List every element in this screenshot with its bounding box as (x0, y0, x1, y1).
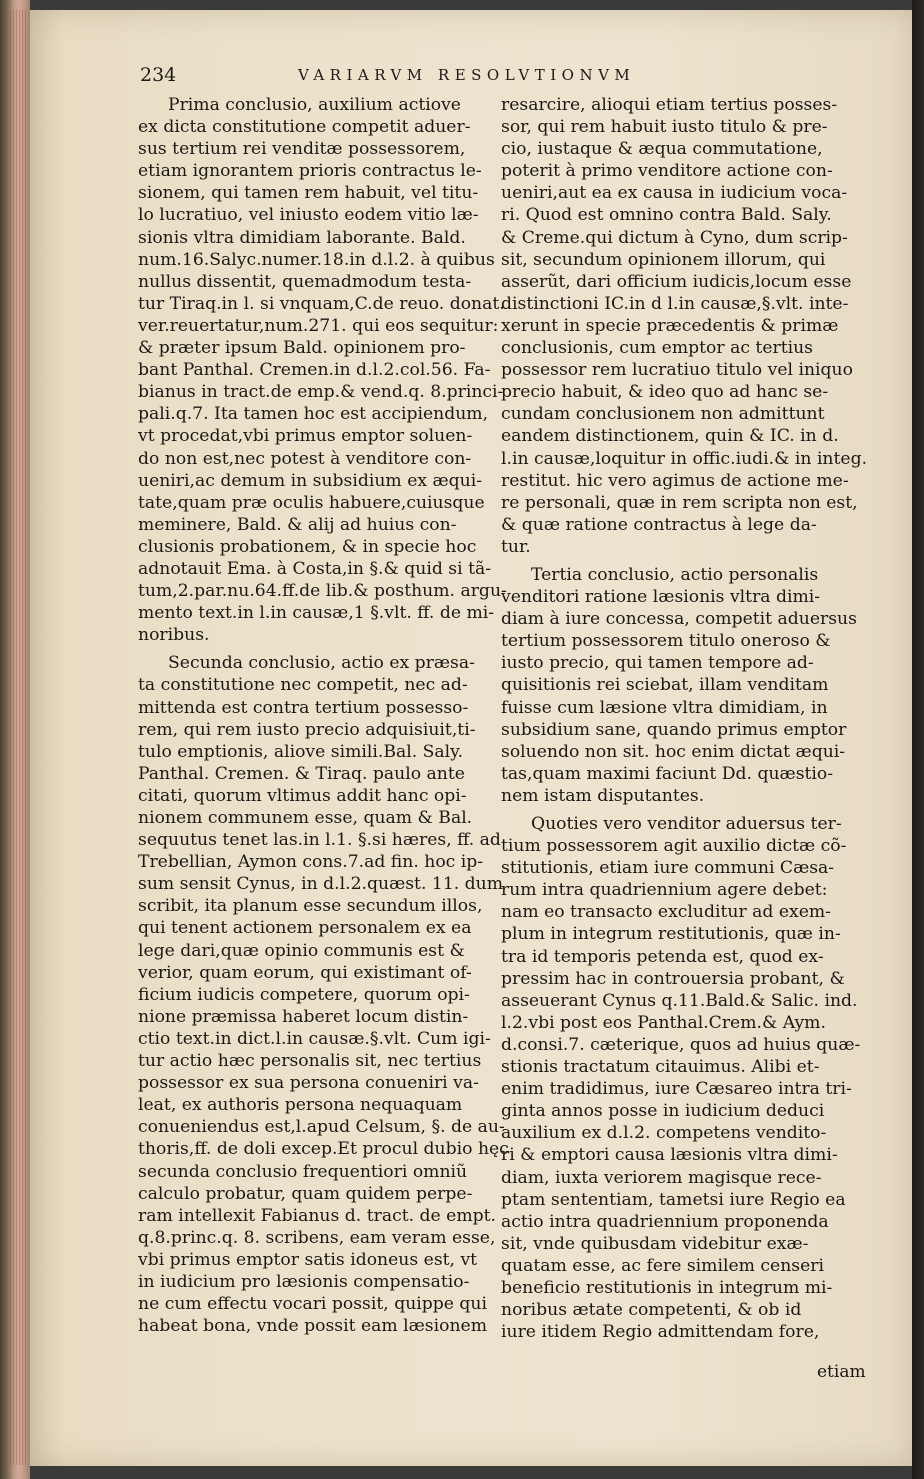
text-line: conueniendus est,l.apud Celsum, §. de au- (138, 1117, 505, 1138)
text-line: do non est,nec potest à venditore con- (138, 448, 472, 469)
text-line: sionem, qui tamen rem habuit, vel titu- (138, 183, 479, 204)
text-line: tum,2.par.nu.64.ff.de lib.& posthum. argu- (138, 581, 507, 602)
text-line: vt procedat,vbi primus emptor soluen- (138, 426, 473, 447)
text-line: tate,quam præ oculis habuere,cuiusque (138, 492, 485, 513)
text-line: scribit, ita planum esse secundum illos, (138, 896, 483, 917)
text-line: nullus dissentit, quemadmodum testa- (138, 271, 472, 292)
text-line: noribus ætate competenti, & ob id (501, 1300, 802, 1321)
text-line: tulo emptionis, aliove simili.Bal. Saly. (138, 741, 464, 762)
text-line: noribus. (138, 625, 210, 646)
text-line: sum sensit Cynus, in d.l.2.quæst. 11. dum (138, 874, 504, 895)
text-line: tur actio hæc personalis sit, nec tertius (138, 1051, 482, 1072)
text-line: bant Panthal. Cremen.in d.l.2.col.56. Fa- (138, 360, 491, 381)
text-line: cundam conclusionem non admittunt (501, 404, 825, 425)
text-line: calculo probatur, quam quidem perpe- (138, 1183, 473, 1204)
text-line: & Creme.qui dictum à Cyno, dum scrip- (501, 227, 848, 248)
text-line: qui tenent actionem personalem ex ea (138, 918, 472, 939)
text-line: Secunda conclusio, actio ex præsa- (168, 653, 475, 674)
text-line: ueniri,ac demum in subsidium ex æqui- (138, 470, 483, 491)
text-line: ri. Quod est omnino contra Bald. Saly. (501, 205, 832, 226)
text-line: tas,quam maximi faciunt Dd. quæstio- (501, 763, 834, 784)
text-line: re personali, quæ in rem scripta non est, (501, 492, 858, 513)
text-line: bianus in tract.de emp.& vend.q. 8.princi- (138, 382, 504, 403)
text-line: nem istam disputantes. (501, 785, 705, 806)
text-line: Prima conclusio, auxilium actiove (168, 95, 461, 115)
text-line: cio, iustaque & æqua commutatione, (501, 139, 823, 160)
text-line: rum intra quadriennium agere debet: (501, 880, 828, 901)
text-line: sus tertium rei venditæ possessorem, (138, 139, 466, 160)
text-line: mittenda est contra tertium possesso- (138, 697, 469, 718)
text-line: l.in causæ,loquitur in offic.iudi.& in integ. (501, 448, 868, 469)
text-line: tium possessorem agit auxilio dictæ cõ- (501, 836, 847, 857)
text-line: resarcire, alioqui etiam tertius posses- (501, 95, 838, 115)
text-line: pali.q.7. Ita tamen hoc est accipiendum, (138, 404, 489, 425)
page-edge-lines (10, 10, 28, 1465)
text-line: d.consi.7. cæterique, quos ad huius quæ- (501, 1034, 861, 1055)
text-line: conclusionis, cum emptor ac tertius (501, 338, 814, 359)
text-line: mento text.in l.in causæ,1 §.vlt. ff. de mi- (138, 603, 495, 624)
text-line: ta constitutione nec competit, nec ad- (138, 675, 468, 696)
text-line: eandem distinctionem, quin & IC. in d. (501, 426, 839, 447)
text-line: stionis tractatum citauimus. Alibi et- (501, 1057, 820, 1078)
text-line: sit, secundum opinionem illorum, qui (501, 249, 826, 270)
text-line: sit, vnde quibusdam videbitur exæ- (501, 1233, 809, 1254)
text-line: possessor ex sua persona conueniri va- (138, 1073, 479, 1094)
text-line: vbi primus emptor satis idoneus est, vt (138, 1249, 478, 1270)
text-line: venditori ratione læsionis vltra dimi- (501, 587, 821, 608)
text-line: asseuerant Cynus q.11.Bald.& Salic. ind. (501, 990, 858, 1011)
text-line: meminere, Bald. & alij ad huius con- (138, 514, 457, 535)
text-line: pressim hac in controuersia probant, & (501, 968, 845, 989)
text-line: iusto precio, qui tamen tempore ad- (501, 653, 814, 674)
text-line: leat, ex authoris persona nequaquam (138, 1095, 463, 1116)
text-line: sequutus tenet las.in l.1. §.si hæres, ff. ad (138, 830, 501, 851)
text-line: enim tradidimus, iure Cæsareo intra tri- (501, 1079, 852, 1100)
text-line: xerunt in specie præcedentis & primæ (501, 315, 839, 336)
book-page-edges (0, 0, 30, 1479)
text-line: poterit à primo venditore actione con- (501, 161, 833, 182)
text-line: q.8.princ.q. 8. scribens, eam veram esse, (138, 1227, 496, 1248)
text-line: ctio text.in dict.l.in causæ.§.vlt. Cum igi- (138, 1028, 491, 1049)
text-line: Quoties vero venditor aduersus ter- (531, 814, 842, 834)
text-line: lo lucratiuo, vel iniusto eodem vitio læ- (138, 205, 479, 226)
text-line: ram intellexit Fabianus d. tract. de empt. (138, 1205, 497, 1226)
text-line: in iudicium pro læsionis compensatio- (138, 1271, 470, 1292)
text-line: diam à iure concessa, competit aduersus (501, 609, 857, 630)
right-text-column (501, 94, 868, 1343)
page-header (140, 64, 700, 94)
text-line: quisitionis rei sciebat, illam venditam (501, 675, 829, 696)
text-line: verior, quam eorum, qui existimant of- (138, 962, 472, 983)
text-line: plum in integrum restitutionis, quæ in- (501, 924, 841, 945)
text-line: ne cum effectu vocari possit, quippe qui (138, 1294, 487, 1315)
text-line: adnotauit Ema. à Costa,in §.& quid si tã- (138, 558, 492, 579)
text-line: soluendo non sit. hoc enim dictat æqui- (501, 741, 846, 762)
text-line: lege dari,quæ opinio communis est & (138, 940, 465, 961)
text-line: & quæ ratione contractus à lege da- (501, 514, 817, 535)
text-line: tur Tiraq.in l. si vnquam,C.de reuo. donat. (138, 293, 505, 314)
text-line: sionis vltra dimidiam laborante. Bald. (138, 227, 466, 248)
text-line: rem, qui rem iusto precio adquisiuit,ti- (138, 719, 476, 740)
text-line: iure itidem Regio admittendam fore, (501, 1322, 820, 1343)
text-line: citati, quorum vltimus addit hanc opi- (138, 785, 467, 806)
text-line: stitutionis, etiam iure communi Cæsa- (501, 858, 835, 879)
text-line: fuisse cum læsione vltra dimidiam, in (501, 697, 828, 718)
text-line: restitut. hic vero agimus de actione me- (501, 470, 849, 491)
text-line: clusionis probationem, & in specie hoc (138, 536, 477, 557)
text-line: precio habuit, & ideo quo ad hanc se- (501, 382, 829, 403)
text-line: ri & emptori causa læsionis vltra dimi- (501, 1145, 838, 1166)
text-line: beneficio restitutionis in integrum mi- (501, 1277, 833, 1298)
text-line: possessor rem lucratiuo titulo vel iniquo (501, 360, 853, 381)
text-line: Tertia conclusio, actio personalis (531, 564, 819, 585)
text-line: tertium possessorem titulo oneroso & (501, 631, 831, 652)
text-line: thoris,ff. de doli excep.Et procul dubio hęc (138, 1139, 509, 1160)
text-line: sor, qui rem habuit iusto titulo & pre- (501, 117, 828, 138)
text-line: tra id temporis petenda est, quod ex- (501, 946, 824, 967)
text-line: distinctioni IC.in d l.in causæ,§.vlt. inte- (501, 293, 849, 314)
text-line: ficium iudicis competere, quorum opi- (138, 984, 470, 1005)
text-line: l.2.vbi post eos Panthal.Crem.& Aym. (501, 1012, 826, 1033)
text-line: asserũt, dari officium iudicis,locum esse (501, 271, 852, 292)
text-line: quatam esse, ac fere similem censeri (501, 1255, 824, 1276)
text-line: nione præmissa haberet locum distin- (138, 1006, 469, 1027)
text-line: habeat bona, vnde possit eam læsionem (138, 1316, 488, 1337)
text-line: auxilium ex d.l.2. competens vendito- (501, 1123, 827, 1144)
text-line: nionem communem esse, quam & Bal. (138, 808, 473, 828)
text-line: ex dicta constitutione competit aduer- (138, 117, 471, 138)
text-line: etiam ignorantem prioris contractus le- (138, 161, 482, 182)
page-number: 234 (140, 64, 177, 86)
text-line: diam, iuxta veriorem magisque rece- (501, 1167, 822, 1188)
text-line: secunda conclusio frequentiori omniũ (138, 1161, 468, 1182)
text-line: actio intra quadriennium proponenda (501, 1211, 829, 1232)
text-line: & præter ipsum Bald. opinionem pro- (138, 338, 466, 359)
text-line: num.16.Salyc.numer.18.in d.l.2. à quibus (138, 249, 495, 270)
running-head: VARIARVM RESOLVTIONVM (298, 66, 636, 84)
text-line: ptam sententiam, tametsi iure Regio ea (501, 1189, 846, 1210)
text-line: ueniri,aut ea ex causa in iudicium voca- (501, 183, 848, 204)
text-line: Trebellian, Aymon cons.7.ad fin. hoc ip- (138, 852, 484, 873)
text-line: ginta annos posse in iudicium deduci (501, 1101, 825, 1122)
text-line: Panthal. Cremen. & Tiraq. paulo ante (138, 763, 465, 784)
facing-page-shadow (912, 0, 924, 1479)
left-text-column (138, 94, 509, 1337)
text-line: subsidium sane, quando primus emptor (501, 719, 847, 740)
catchword: etiam (817, 1362, 866, 1382)
text-line: nam eo transacto excluditur ad exem- (501, 902, 831, 923)
text-line: tur. (501, 536, 531, 557)
text-line: ver.reuertatur,num.271. qui eos sequitur: (138, 315, 499, 336)
